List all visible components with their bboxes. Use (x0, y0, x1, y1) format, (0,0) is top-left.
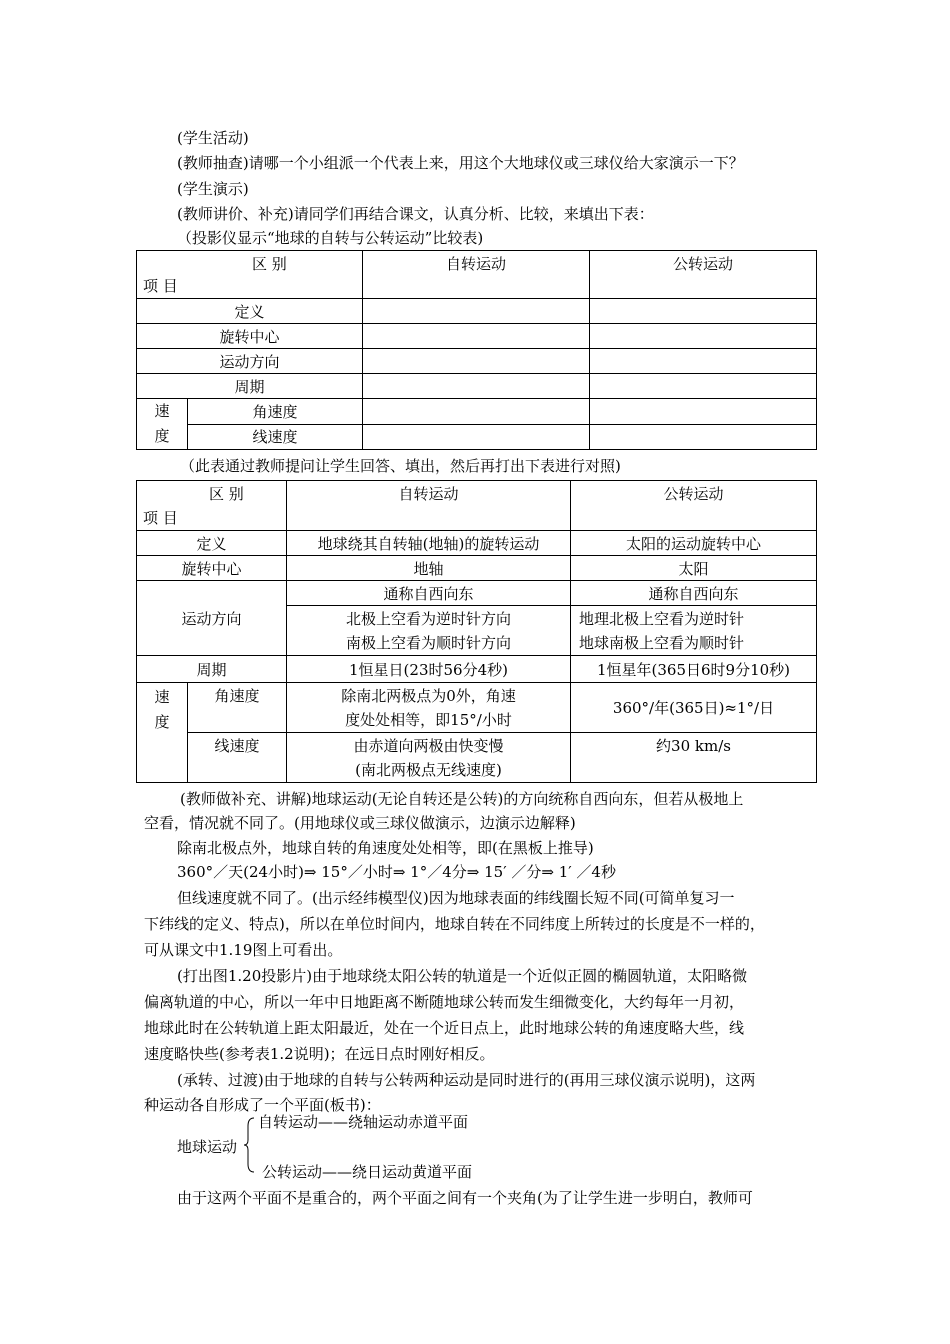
blank-cell (363, 324, 590, 349)
blank-cell (590, 324, 817, 349)
angular-rotation-line2: 度处处相等，即15°/小时 (345, 710, 512, 729)
linear-rotation-line2: (南北两极点无线速度) (355, 760, 502, 779)
row-label-period: 周期 (137, 374, 363, 399)
row-label-definition: 定义 (137, 531, 287, 556)
row-label-angular: 角速度 (188, 399, 363, 425)
blank-cell (590, 424, 817, 450)
paragraph-2: 除南北极点外，地球自转的角速度处处相等，即(在黑板上推导) (177, 839, 594, 857)
blank-cell (363, 424, 590, 450)
header-diagonal-cell (137, 481, 287, 531)
row-label-direction: 运动方向 (137, 349, 363, 374)
paragraph-1-line-1: (教师做补充、讲解)地球运动(无论自转还是公转)的方向统称自西向东，但若从极地上 (180, 790, 744, 808)
period-revolution: 1恒星年(365日6时9分10秒) (571, 656, 817, 683)
intro-line-2: (教师抽查)请哪一个小组派一个代表上来，用这个大地球仪或三球仪给大家演示一下？ (177, 154, 744, 172)
paragraph-6-line-2: 种运动各自形成了一个平面(板书)： (144, 1096, 381, 1114)
board-rotation-line: 自转运动——绕轴运动赤道平面 (258, 1113, 469, 1131)
blank-cell (590, 399, 817, 425)
blank-cell (363, 299, 590, 324)
direction-rotation-detail (287, 606, 571, 656)
intro-line-5: （投影仪显示“地球的自转与公转运动”比较表) (177, 229, 484, 247)
paragraph-5-line-1: (打出图1.20投影片)由于地球绕太阳公转的轨道是一个近似正圆的椭圆轨道，太阳略微 (177, 967, 748, 985)
brace-icon (243, 1116, 255, 1174)
period-rotation: 1恒星日(23时56分4秒) (287, 656, 571, 683)
center-rotation: 地轴 (287, 556, 571, 581)
header-item-label: 项 目 (143, 277, 178, 295)
row-label-angular: 角速度 (188, 683, 287, 733)
blank-cell (590, 349, 817, 374)
row-label-period: 周期 (137, 656, 287, 683)
row-label-direction: 运动方向 (137, 581, 287, 656)
paragraph-1-line-2: 空看，情况就不同了。(用地球仪或三球仪做演示，边演示边解释) (144, 814, 576, 832)
header-diagonal-cell (137, 251, 363, 299)
direction-revolution-detail (571, 606, 817, 656)
direction-rotation-general: 通称自西向东 (287, 581, 571, 606)
speed-label-text: 速度 (154, 688, 170, 731)
linear-rotation (287, 733, 571, 783)
paragraph-6-line-1: (承转、过渡)由于地球的自转与公转两种运动是同时进行的(再用三球仪演示说明)，这两 (177, 1071, 756, 1089)
row-label-linear: 线速度 (188, 424, 363, 450)
blank-cell (590, 299, 817, 324)
paragraph-5-line-3: 地球此时在公转轨道上距太阳最近，处在一个近日点上，此时地球公转的角速度略大些，线 (144, 1019, 745, 1037)
paragraph-4-line-2: 下纬线的定义、特点)，所以在单位时间内，地球自转在不同纬度上所转过的长度是不一样的， (144, 915, 765, 933)
definition-rotation: 地球绕其自转轴(地轴)的旋转运动 (287, 531, 571, 556)
definition-revolution: 太阳的运动旋转中心 (571, 531, 817, 556)
blank-cell (363, 399, 590, 425)
row-label-linear: 线速度 (188, 733, 287, 783)
paragraph-5-line-4: 速度略快些(参考表1.2说明)；在远日点时刚好相反。 (144, 1045, 495, 1063)
direction-revolution-north: 地理北极上空看为逆时针 (579, 609, 745, 628)
intro-line-1: (学生活动) (177, 129, 249, 147)
paragraph-7: 由于这两个平面不是重合的，两个平面之间有一个夹角(为了让学生进一步明白，教师可 (177, 1189, 753, 1207)
linear-rotation-line1: 由赤道向两极由快变慢 (353, 736, 504, 755)
linear-revolution: 约30 km/s (571, 733, 817, 783)
speed-label-text: 速度 (154, 402, 170, 445)
angular-rotation-line1: 除南北两极点为0外，角速 (341, 686, 516, 705)
blank-cell (363, 349, 590, 374)
angular-revolution: 360°/年(365日)≈1°/日 (571, 683, 817, 733)
col-revolution-header: 公转运动 (590, 251, 817, 299)
blank-cell (363, 374, 590, 399)
angular-rotation (287, 683, 571, 733)
speed-label (137, 399, 188, 450)
speed-label (137, 683, 188, 783)
direction-rotation-south: 南极上空看为顺时针方向 (345, 633, 511, 652)
col-revolution-header: 公转运动 (571, 481, 817, 531)
header-diff-label: 区 别 (209, 485, 244, 503)
col-rotation-header: 自转运动 (287, 481, 571, 531)
paragraph-4-line-1: 但线速度就不同了。(出示经纬模型仪)因为地球表面的纬线圈长短不同(可简单复习一 (177, 889, 735, 907)
direction-revolution-general: 通称自西向东 (571, 581, 817, 606)
center-revolution: 太阳 (571, 556, 817, 581)
row-label-center: 旋转中心 (137, 556, 287, 581)
comparison-table-blank (136, 250, 817, 450)
header-diff-label: 区 别 (252, 255, 287, 273)
note-line: （此表通过教师提问让学生回答、填出，然后再打出下表进行对照) (180, 457, 621, 475)
paragraph-5-line-2: 偏离轨道的中心，所以一年中日地距离不断随地球公转而发生细微变化，大约每年一月初， (144, 993, 745, 1011)
header-item-label: 项 目 (143, 509, 178, 527)
row-label-center: 旋转中心 (137, 324, 363, 349)
paragraph-4-line-3: 可从课文中1.19图上可看出。 (144, 941, 343, 959)
col-rotation-header: 自转运动 (363, 251, 590, 299)
intro-line-4: (教师讲价、补充)请同学们再结合课文，认真分析、比较，来填出下表： (177, 205, 654, 223)
direction-rotation-north: 北极上空看为逆时针方向 (345, 609, 511, 628)
intro-line-3: (学生演示) (177, 180, 249, 198)
formula-line: 360°／天(24小时)⇒ 15°／小时⇒ 1°／4分⇒ 15′ ／分⇒ 1′ ／4秒 (177, 863, 616, 881)
row-label-definition: 定义 (137, 299, 363, 324)
comparison-table-filled (136, 480, 817, 783)
board-label: 地球运动 (177, 1138, 238, 1156)
board-revolution-line: 公转运动——绕日运动黄道平面 (262, 1163, 473, 1181)
direction-revolution-south: 地球南极上空看为顺时针 (579, 633, 745, 652)
blank-cell (590, 374, 817, 399)
